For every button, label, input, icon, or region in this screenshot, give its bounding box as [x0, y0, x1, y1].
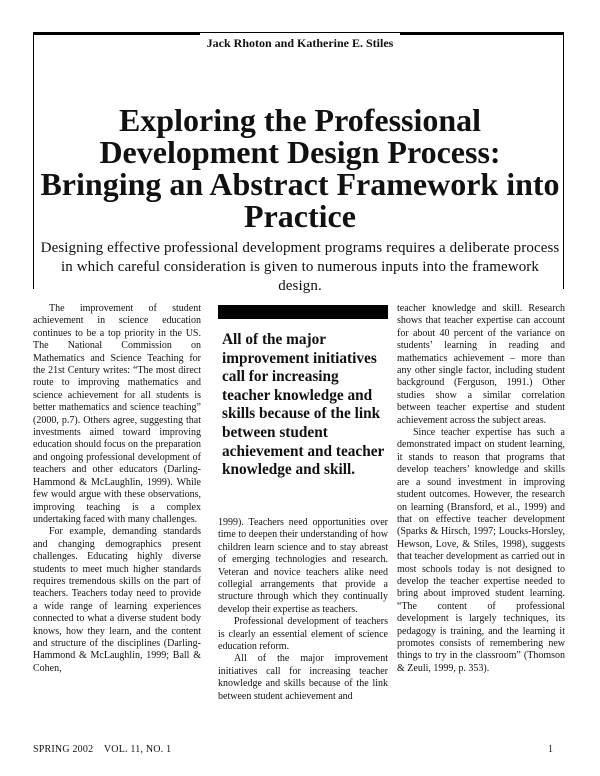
paragraph: Professional development of teachers is clearly an essential element of science education reform. — [218, 616, 388, 653]
column-2 — [218, 517, 388, 703]
issue-info: SPRING 2002 VOL. 11, NO. 1 — [33, 744, 172, 755]
pull-quote: All of the major improvement initiatives call for increasing teacher knowledge and skills because of the link between student achievement and teacher knowledge and skill. — [222, 331, 384, 479]
paragraph: The improvement of student achievement in science education continues to be a top priority in the US. The National Commission on Mathematics and Science Teaching for the 21st Century writes: “The most direct route to improving mathematics and science achievement for all students is better mathematics and science teaching” (2000, p.7). Others agree, suggesting that investments aimed toward improving education should focus on the preparation and ongoing professional development of teachers and other educators (Darling-Hammond & McLaughlin, 1999). While few would argue with these observations, improving teaching is a complex undertaking faced with many challenges. — [33, 303, 201, 525]
paragraph: teacher knowledge and skill. Research shows that teacher expertise can account for about 40 percent of the variance on students’ learning in reading and mathematics achievement – more than any other single factor, including student background (Ferguson, 1991.) Other studies show a similar correlation between teacher expertise and student achievement across the subject areas. — [397, 303, 565, 426]
authors: Jack Rhoton and Katherine E. Stiles — [206, 36, 394, 50]
paragraph: Since teacher expertise has such a demonstrated impact on student learning, it stands to reason that programs that develop teachers’ knowledge and skills are a sound investment in improving student outcomes. However, the research on learning (Bransford, et al., 1999) and that on effective teacher development (Sparks & Hirsch, 1997; Loucks-Horsley, Hewson, Love, & Stiles, 1998), suggests that teacher development as carried out in most schools today is not designed to develop the teacher expertise needed to bring about improved student learning. “The content of professional development is largely techniques, its pedagogy is training, and the learning it promotes consists of remembering new things to try in the classroom” (Thomson & Zeuli, 1999, p. 353). — [397, 427, 565, 674]
pull-quote-bar — [218, 305, 388, 319]
frame-left-line — [33, 33, 34, 289]
paragraph: All of the major improvement initiatives call for increasing teacher knowledge and skills because of the link between student achievement and — [218, 653, 388, 702]
frame-right-line — [563, 33, 564, 289]
article-title: Exploring the Professional Development Design Process: Bringing an Abstract Framework into Practice — [40, 102, 560, 234]
column-1 — [33, 303, 201, 675]
column-3 — [397, 303, 565, 675]
page-number: 1 — [548, 744, 553, 755]
article-subtitle: Designing effective professional development programs requires a deliberate process in which careful consideration is given to numerous inputs into the framework design. — [40, 240, 560, 294]
paragraph: 1999). Teachers need opportunities over time to deepen their understanding of how children learn science and to stay abreast of emerging technologies and research. Veteran and novice teachers alike need collegial arrangements that provide a structure through which they continually develop their expertise as teachers. — [218, 517, 388, 615]
paragraph: For example, demanding standards and changing demographics present challenges. Educating highly diverse students to meet much higher standards requires tremendous skills on the part of teachers. Teachers today need to provide a wide range of learning experiences connected to what a diverse student body knows, how they learn, and the content and structure of the disciplines (Darling-Hammond & McLaughlin, 1999; Ball & Cohen, — [33, 526, 201, 674]
